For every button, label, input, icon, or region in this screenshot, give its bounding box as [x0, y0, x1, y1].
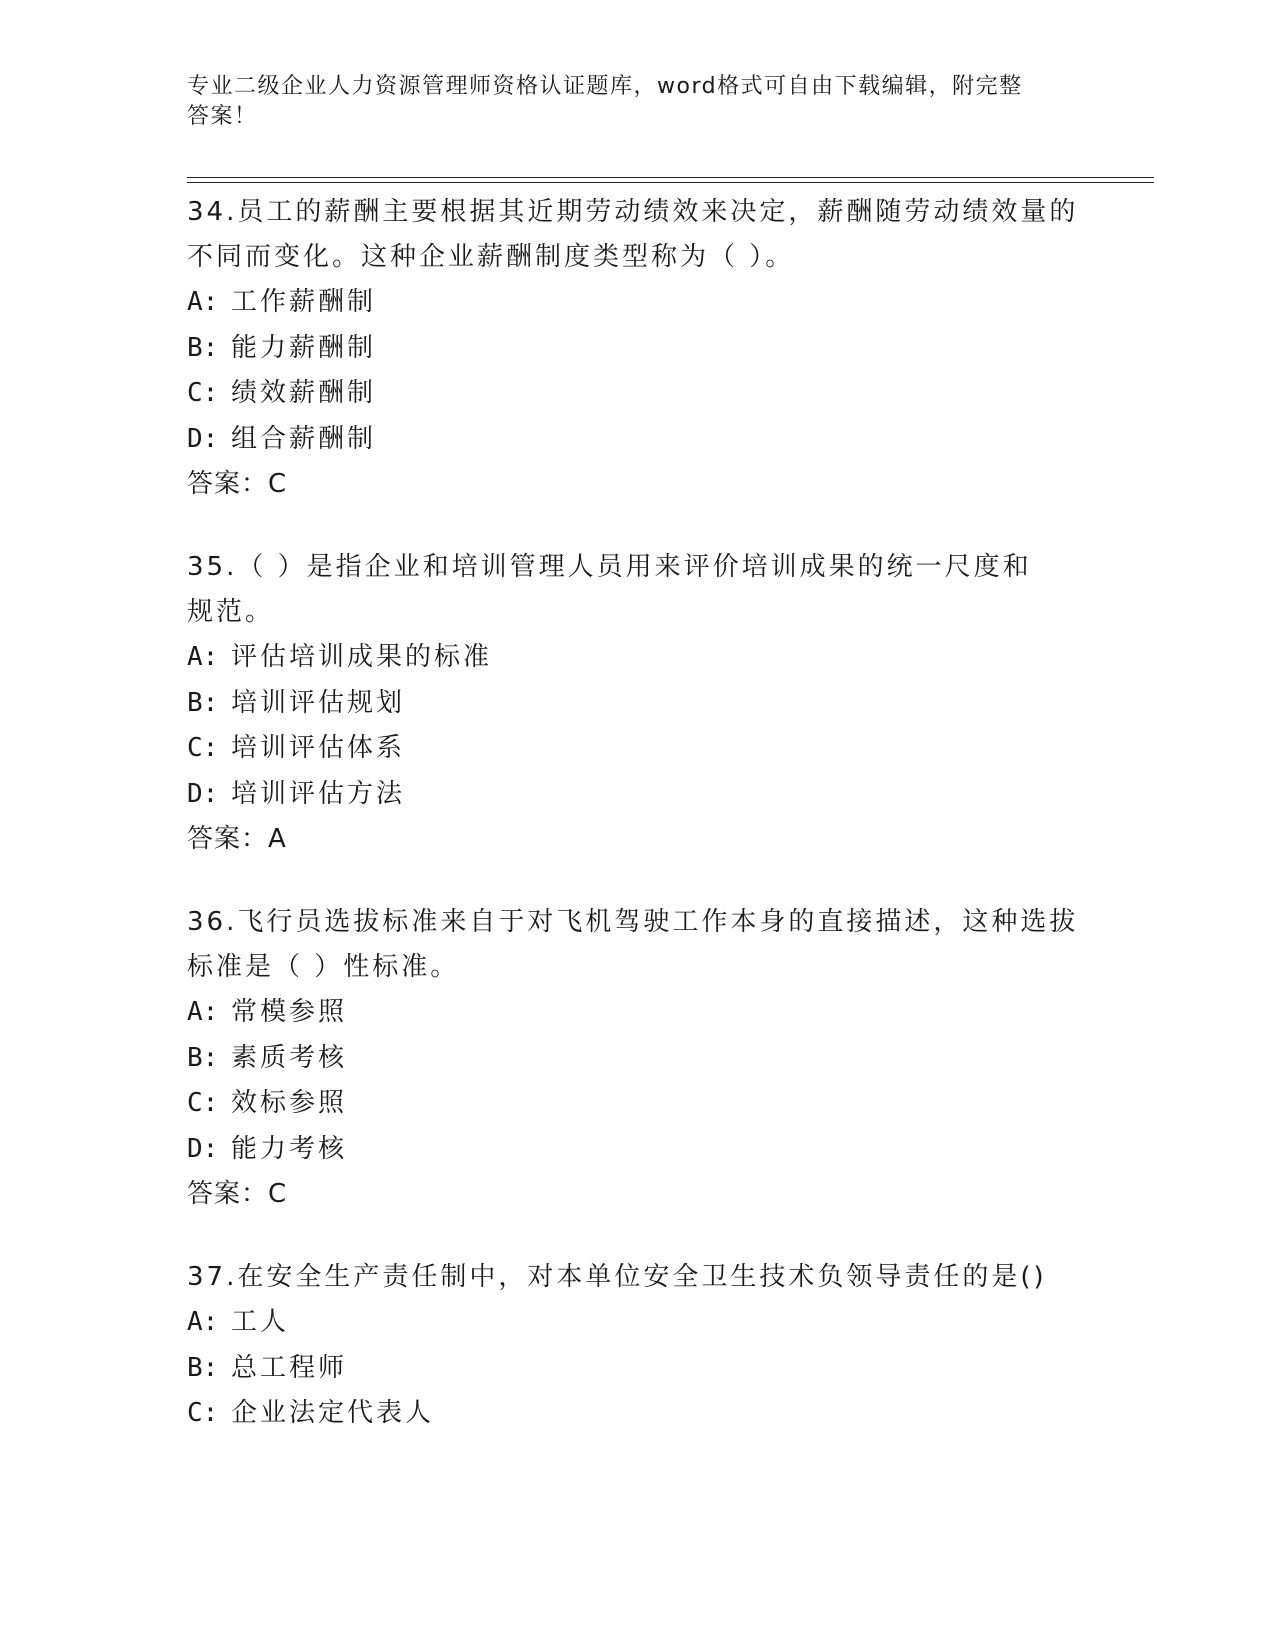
- option-letter: D:: [187, 1133, 219, 1164]
- answer-option: [187, 1127, 1087, 1173]
- answer-option: [187, 417, 1087, 463]
- option-text: 企业法定代表人: [231, 1398, 435, 1428]
- option-text: 培训评估方法: [231, 778, 406, 809]
- answer-option: [187, 1036, 1087, 1082]
- option-text: 培训评估体系: [231, 733, 406, 763]
- answer-option: [187, 1391, 1087, 1437]
- option-letter: B:: [187, 1042, 219, 1073]
- option-letter: C:: [187, 1398, 219, 1428]
- option-text: 绩效薪酬制: [231, 378, 377, 408]
- option-letter: C:: [187, 733, 219, 763]
- option-text: 总工程师: [231, 1352, 348, 1383]
- question-item: [187, 190, 1087, 507]
- answer-option: [187, 1346, 1087, 1392]
- question-item: [187, 900, 1087, 1217]
- question-stem-line: 36.飞行员选拔标准来自于对飞机驾驶工作本身的直接描述，这种选拔: [187, 907, 1079, 937]
- option-text: 工人: [231, 1307, 290, 1337]
- option-text: 培训评估规划: [231, 687, 406, 718]
- answer-option: [187, 681, 1087, 727]
- option-letter: B:: [187, 1352, 219, 1383]
- answer-option: [187, 726, 1087, 772]
- header-line-1: 专业二级企业人力资源管理师资格认证题库，word格式可自由下载编辑，附完整: [187, 74, 1023, 99]
- option-letter: D:: [187, 778, 219, 809]
- answer-option: [187, 990, 1087, 1036]
- option-letter: A:: [187, 287, 219, 317]
- question-stem-line: 35.（ ）是指企业和培训管理人员用来评价培训成果的统一尺度和: [187, 552, 1032, 582]
- option-text: 常模参照: [231, 997, 348, 1027]
- answer-option: [187, 326, 1087, 372]
- option-letter: A:: [187, 642, 219, 672]
- option-letter: B:: [187, 332, 219, 363]
- answer-option: [187, 635, 1087, 681]
- header-divider-top: [187, 177, 1154, 178]
- option-letter: C:: [187, 1088, 219, 1118]
- header-divider-bottom: [187, 182, 1154, 183]
- question-stem-line: 标准是（ ）性标准。: [187, 952, 460, 982]
- question-item: [187, 545, 1087, 862]
- option-text: 能力考核: [231, 1133, 348, 1164]
- option-text: 素质考核: [231, 1042, 348, 1073]
- question-stem-line: 34.员工的薪酬主要根据其近期劳动绩效来决定，薪酬随劳动绩效量的: [187, 197, 1079, 227]
- question-item: [187, 1255, 1087, 1437]
- option-text: 能力薪酬制: [231, 332, 377, 363]
- option-letter: C:: [187, 378, 219, 408]
- correct-answer: 答案：C: [187, 469, 288, 499]
- correct-answer: 答案：C: [187, 1179, 288, 1209]
- option-letter: A:: [187, 1307, 219, 1337]
- header-line-2: 答案！: [187, 104, 258, 129]
- question-list: [187, 190, 1087, 1475]
- answer-option: [187, 280, 1087, 326]
- question-stem-line: 不同而变化。这种企业薪酬制度类型称为（ ）。: [187, 242, 795, 272]
- option-text: 工作薪酬制: [231, 287, 377, 317]
- question-stem-line: 37.在安全生产责任制中，对本单位安全卫生技术负领导责任的是(): [187, 1262, 1047, 1292]
- option-text: 评估培训成果的标准: [231, 642, 493, 672]
- answer-option: [187, 1081, 1087, 1127]
- answer-option: [187, 772, 1087, 818]
- answer-option: [187, 1300, 1087, 1346]
- correct-answer: 答案：A: [187, 824, 287, 854]
- question-stem-line: 规范。: [187, 597, 275, 627]
- option-letter: B:: [187, 687, 219, 718]
- option-letter: A:: [187, 997, 219, 1027]
- option-text: 组合薪酬制: [231, 423, 377, 454]
- document-header: [187, 72, 1077, 132]
- option-letter: D:: [187, 423, 219, 454]
- option-text: 效标参照: [231, 1088, 348, 1118]
- answer-option: [187, 371, 1087, 417]
